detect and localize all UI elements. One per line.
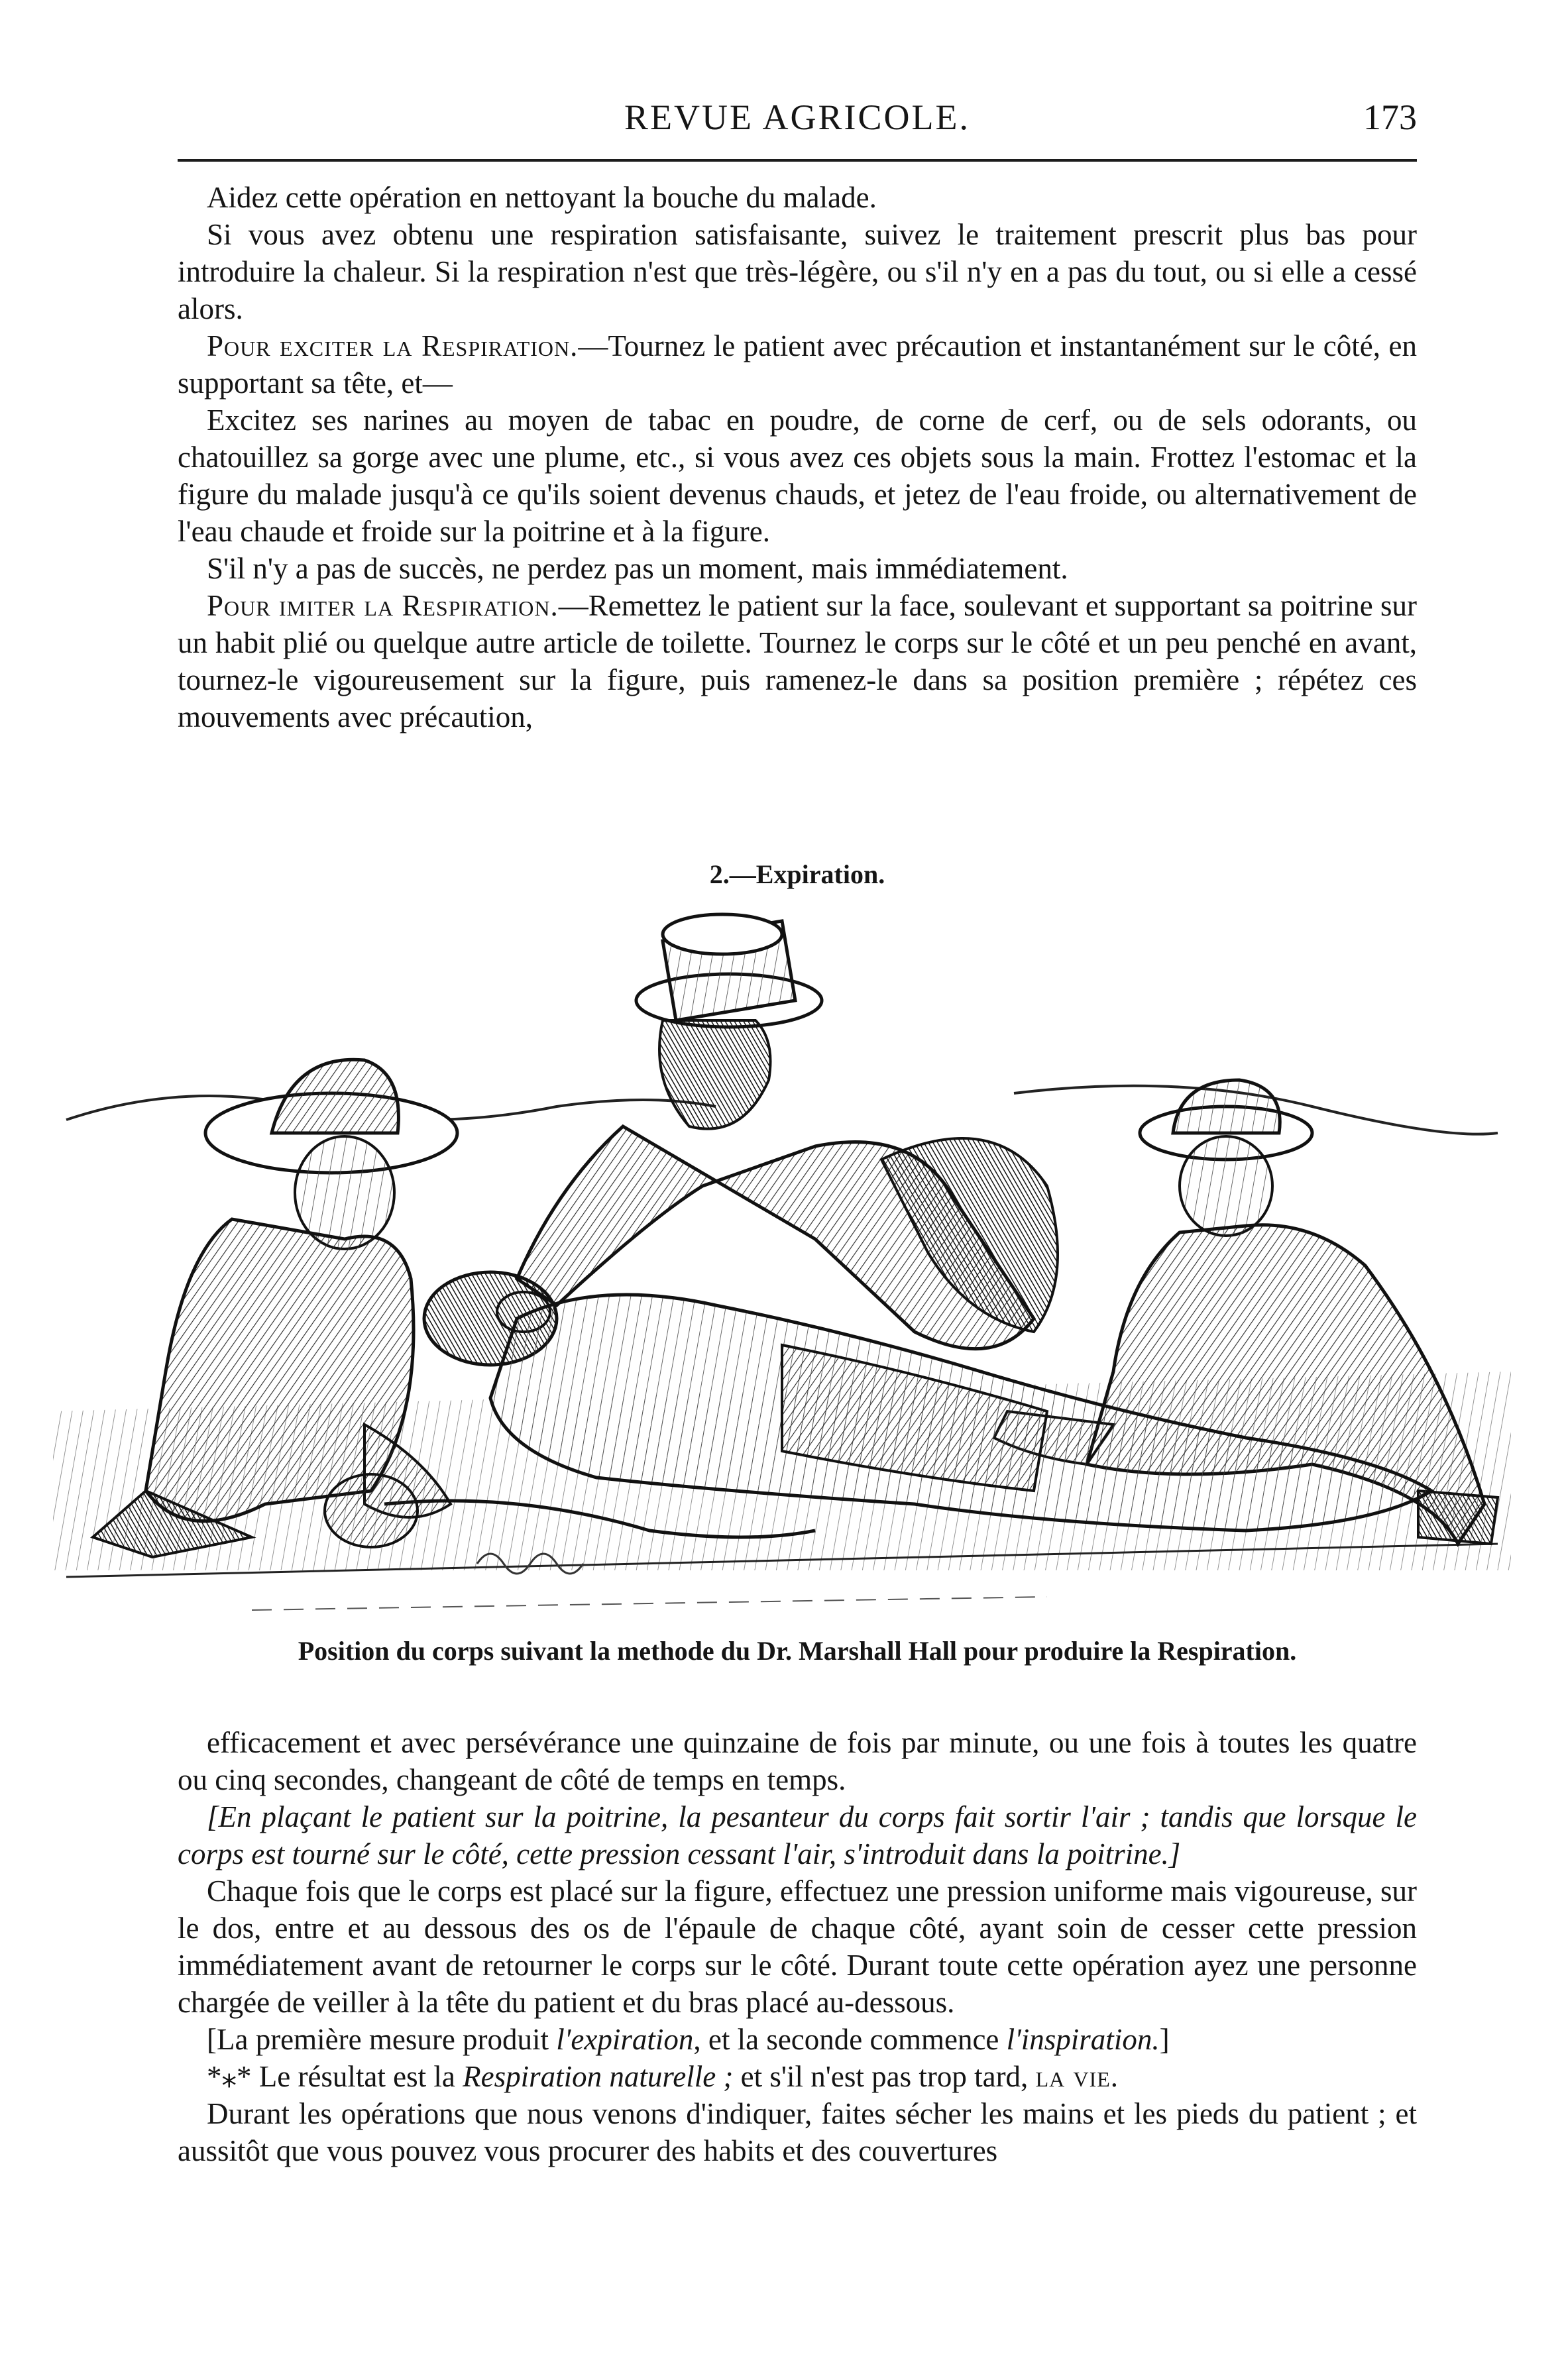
paragraph: Aidez cette opération en nettoyant la bouche du malade.: [207, 181, 877, 214]
bracketed-italic-note: [En plaçant le patient sur la poitrine, la pesanteur du corps fait sortir l'air ; tandis que lorsque le corps est tourné sur le côté, cette pression cessant l'air, s'introduit dans la poitrine.]: [178, 1800, 1417, 1870]
paragraph: [178, 327, 1417, 402]
paragraph: S'il n'y a pas de succès, ne perdez pas un moment, mais immédiatement.: [207, 552, 1068, 585]
paragraph-text: [La première mesure produit: [207, 2023, 557, 2056]
paragraph: efficacement et avec persévérance une quinzaine de fois par minute, ou une fois à toutes les quatre ou cinq secondes, changeant de côté de temps en temps.: [178, 1726, 1417, 1796]
italic-term: l'expiration: [556, 2023, 694, 2056]
figure-label: 2.—Expiration.: [709, 859, 885, 889]
paragraph: [178, 2058, 1417, 2095]
page-header: [178, 87, 1417, 140]
text-block-bottom: [178, 1724, 1417, 2169]
small-caps-term: la vie.: [1035, 2060, 1119, 2093]
italic-term: l'inspiration.: [1006, 2023, 1160, 2056]
text-block-top: [178, 179, 1417, 735]
paragraph: [178, 587, 1417, 735]
paragraph: Si vous avez obtenu une respiration satisfaisante, suivez le traitement prescrit plus bas pour introduire la chaleur. Si la respiration n'est que très-légère, ou s'il n'y en a pas du tout, ou si elle a cessé alors.: [178, 218, 1417, 325]
header-rule: [178, 159, 1417, 162]
section-heading: Pour imiter la Respiration.: [207, 589, 559, 622]
paragraph-text: , et la seconde commence: [693, 2023, 1007, 2056]
paragraph-text: —Remettez le patient sur la face, soulevant et supportant sa poitrine sur un habit plié ou quelque autre article de toilette. Tournez le corps sur le côté et un peu penché en avant, tournez-le vigoureusement sur la figure, puis ramenez-le dans sa position première ; répétez ces mouvements avec précaution,: [178, 589, 1417, 733]
paragraph-text: ]: [1159, 2023, 1170, 2056]
figure-caption: Position du corps suivant la methode du Dr. Marshall Hall pour produire la Respiration.: [298, 1636, 1297, 1666]
paragraph: [178, 2021, 1417, 2058]
paragraph: Excitez ses narines au moyen de tabac en poudre, de corne de cerf, ou de sels odorants, ou chatouillez sa gorge avec une plume, etc., si vous avez ces objets sous la main. Frottez l'estomac et la figure du malade jusqu'à ce qu'ils soient devenus chauds, et jetez de l'eau froide, ou alternativement de l'eau chaude et froide sur la poitrine et à la figure.: [178, 404, 1417, 548]
section-heading: Pour exciter la Respiration.: [207, 329, 579, 362]
paragraph-text: —Tournez le patient avec précaution et instantanément sur le côté, en supportant sa tête, et—: [178, 329, 1417, 400]
page-number: 173: [1363, 97, 1417, 137]
engraving-illustration: [53, 908, 1511, 1623]
paragraph: Chaque fois que le corps est placé sur la figure, effectuez une pression uniforme mais vigoureuse, sur le dos, entre et au dessous des os de l'épaule de chaque côté, ayant soin de cesser cette pression immédiatement avant de retourner le corps sur le côté. Durant toute cette opération ayez une personne chargée de veiller à la tête du patient et du bras placé au-dessous.: [178, 1874, 1417, 2019]
paragraph-text: et s'il n'est pas trop tard,: [733, 2060, 1036, 2093]
man-in-top-hat: [497, 914, 1058, 1349]
paragraph: Durant les opérations que nous venons d'indiquer, faites sécher les mains et les pieds du patient ; et aussitôt que vous pouvez vous procurer des habits et des couvertures: [178, 2097, 1417, 2167]
italic-term: Respiration naturelle ;: [463, 2060, 734, 2093]
running-title: REVUE AGRICOLE.: [624, 97, 970, 137]
paragraph-text: Le résultat est la: [258, 2060, 463, 2093]
asterism-mark: *⁎*: [207, 2060, 259, 2093]
